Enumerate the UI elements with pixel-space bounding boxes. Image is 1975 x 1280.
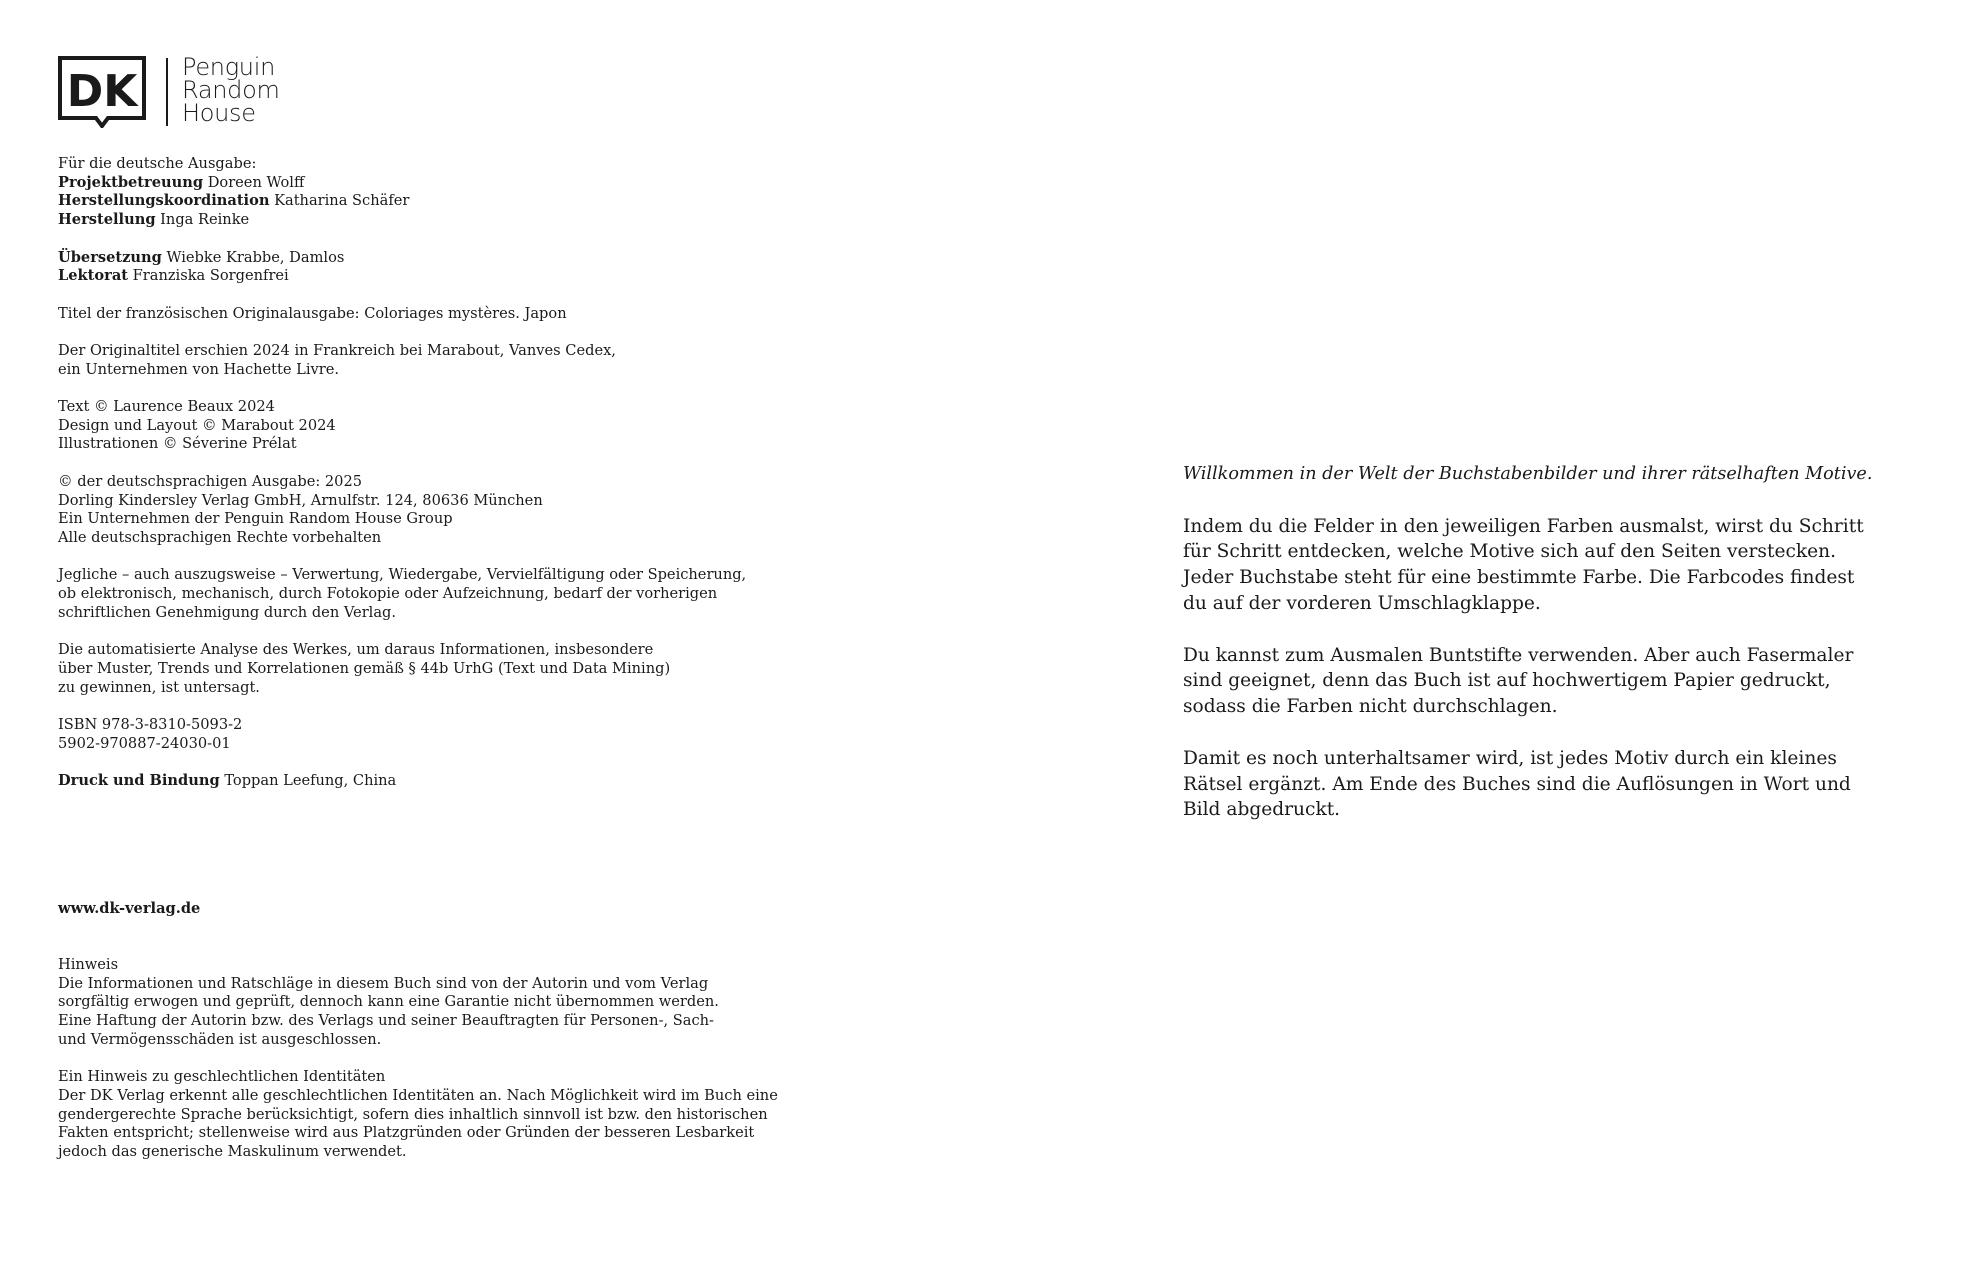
prh-line: Random	[182, 76, 280, 104]
copyright-line: Text © Laurence Beaux 2024	[58, 398, 275, 416]
dk-book-logo-icon	[58, 56, 146, 128]
rights-line: schriftlichen Genehmigung durch den Verlag.	[58, 603, 397, 621]
rights-line: ob elektronisch, mechanisch, durch Fotokopie oder Aufzeichnung, bedarf der vorherigen	[58, 585, 718, 603]
intro-line: Willkommen in der Welt der Buchstabenbilder und ihrer rätselhaften Motive.	[1183, 464, 1873, 484]
website-link[interactable]: www.dk-verlag.de	[58, 900, 201, 917]
hint-line: Die Informationen und Ratschläge in diesem Buch sind von der Autorin und vom Verlag	[58, 974, 709, 992]
credit-line: Herstellung Inga Reinke	[58, 211, 250, 229]
hint-title: Hinweis	[58, 956, 119, 973]
credit-line: Übersetzung Wiebke Krabbe, Damlos	[58, 248, 345, 266]
tdm-line: zu gewinnen, ist untersagt.	[58, 678, 260, 696]
print-credit: Druck und Bindung Toppan Leefung, China	[58, 772, 397, 790]
german-copyright-line: © der deutschsprachigen Ausgabe: 2025	[58, 472, 363, 490]
logo-divider	[166, 58, 168, 126]
tdm-line: Die automatisierte Analyse des Werkes, um daraus Informationen, insbesondere	[58, 641, 654, 659]
para2-line: Du kannst zum Ausmalen Buntstifte verwenden. Aber auch Fasermaler	[1183, 644, 1854, 666]
gender-line: gendergerechte Sprache berücksichtigt, sofern dies inhaltlich sinnvoll ist bzw. den historischen	[58, 1105, 768, 1123]
para1-line: Indem du die Felder in den jeweiligen Farben ausmalst, wirst du Schritt	[1183, 515, 1864, 537]
credit-line: Projektbetreuung Doreen Wolff	[58, 173, 305, 191]
penguin-random-house-wordmark	[182, 53, 280, 127]
para1-line: für Schritt entdecken, welche Motive sich auf den Seiten verstecken.	[1183, 541, 1837, 563]
publisher-logo	[58, 53, 280, 132]
credit-line: Herstellungskoordination Katharina Schäfer	[58, 192, 410, 210]
isbn-line: ISBN 978-3-8310-5093-2	[58, 715, 243, 733]
original-pub-line: Der Originaltitel erschien 2024 in Frankreich bei Marabout, Vanves Cedex,	[58, 341, 616, 359]
para3-line: Bild abgedruckt.	[1183, 799, 1341, 821]
rights-line: Jegliche – auch auszugsweise – Verwertung, Wiedergabe, Vervielfältigung oder Speicherung,	[58, 566, 747, 584]
gender-line: jedoch das generische Maskulinum verwendet.	[58, 1143, 407, 1161]
copyright-line: Design und Layout © Marabout 2024	[58, 416, 336, 434]
imprint-column	[58, 155, 778, 791]
credit-line: Lektorat Franziska Sorgenfrei	[58, 267, 289, 285]
prh-line: House	[182, 99, 256, 127]
hint-line: und Vermögensschäden ist ausgeschlossen.	[58, 1030, 382, 1048]
notes-section	[58, 956, 818, 1162]
isbn-line: 5902-970887-24030-01	[58, 734, 231, 752]
original-pub-line: ein Unternehmen von Hachette Livre.	[58, 360, 340, 378]
para1-line: du auf der vorderen Umschlagklappe.	[1183, 592, 1541, 614]
german-copyright-line: Alle deutschsprachigen Rechte vorbehalten	[58, 528, 382, 546]
introduction-text	[1183, 462, 1873, 823]
copyright-line: Illustrationen © Séverine Prélat	[58, 435, 297, 453]
original-title: Titel der französischen Originalausgabe: Coloriages mystères. Japon	[58, 304, 567, 322]
gender-line: Fakten entspricht; stellenweise wird aus Platzgründen oder Gründen der besseren Lesbarkeit	[58, 1124, 755, 1142]
german-copyright-line: Dorling Kindersley Verlag GmbH, Arnulfstr. 124, 80636 München	[58, 491, 543, 509]
para2-line: sind geeignet, denn das Buch ist auf hochwertigem Papier gedruckt,	[1183, 670, 1831, 692]
edition-label: Für die deutsche Ausgabe:	[58, 155, 257, 172]
hint-line: sorgfältig erwogen und geprüft, dennoch kann eine Garantie nicht übernommen werden.	[58, 993, 719, 1011]
gender-title: Ein Hinweis zu geschlechtlichen Identitäten	[58, 1068, 386, 1086]
dk-letters: DK	[66, 66, 138, 117]
para3-line: Damit es noch unterhaltsamer wird, ist jedes Motiv durch ein kleines	[1183, 747, 1837, 769]
para1-line: Jeder Buchstabe steht für eine bestimmte Farbe. Die Farbcodes findest	[1183, 567, 1855, 589]
gender-line: Der DK Verlag erkennt alle geschlechtlichen Identitäten an. Nach Möglichkeit wird im Buch eine	[58, 1086, 778, 1104]
tdm-line: über Muster, Trends und Korrelationen gemäß § 44b UrhG (Text und Data Mining)	[58, 659, 671, 677]
german-copyright-line: Ein Unternehmen der Penguin Random House Group	[58, 510, 453, 528]
prh-line: Penguin	[182, 53, 275, 81]
hint-line: Eine Haftung der Autorin bzw. des Verlags und seiner Beauftragten für Personen-, Sach-	[58, 1012, 714, 1030]
para2-line: sodass die Farben nicht durchschlagen.	[1183, 696, 1558, 718]
para3-line: Rätsel ergänzt. Am Ende des Buches sind die Auflösungen in Wort und	[1183, 773, 1851, 795]
